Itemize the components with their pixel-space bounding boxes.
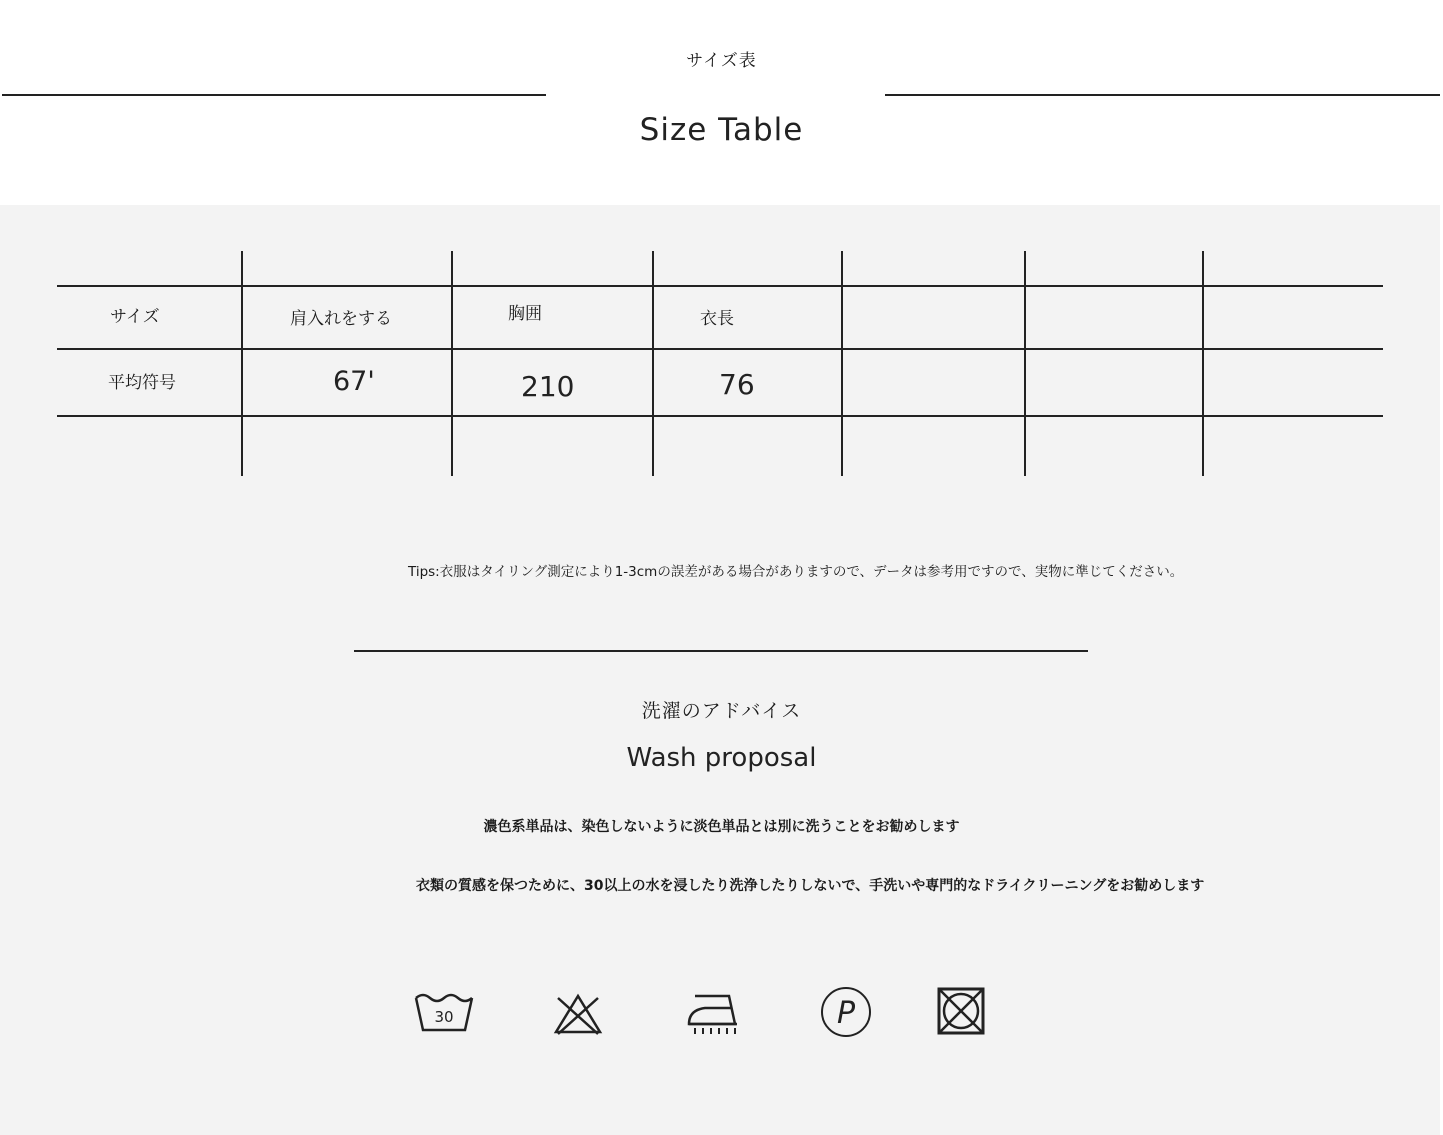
iron-steam-icon xyxy=(685,990,743,1036)
wash-advice-line-1: 濃色系単品は、染色しないように淡色単品とは別に洗うことをお勧めします xyxy=(483,819,960,835)
section-divider xyxy=(354,650,1088,652)
wash-advice-line-2: 衣類の質感を保つために、30以上の水を浸したり洗浄したりしないで、手洗いや専門的なドライクリーニングをお勧めします xyxy=(416,878,1205,894)
wash-30-icon xyxy=(413,990,475,1034)
row-label-average: 平均符号 xyxy=(108,373,176,393)
size-table-title-en: Size Table xyxy=(639,112,804,148)
header-shoulder: 肩入れをする xyxy=(290,309,392,329)
header-chest: 胸囲 xyxy=(508,304,542,324)
no-tumble-dry-icon xyxy=(936,986,986,1036)
header-size: サイズ xyxy=(110,307,160,327)
size-table-grid xyxy=(0,0,1443,500)
dry-clean-p-label: P xyxy=(836,996,856,1031)
tips-text: Tips:衣服はタイリング測定により1-3cmの誤差がある場合がありますので、データは参考用ですので、実物に準じてください。 xyxy=(408,564,1184,580)
dry-clean-p-icon xyxy=(819,985,873,1039)
value-shoulder: 67' xyxy=(333,366,375,397)
size-table xyxy=(0,0,1443,500)
value-length: 76 xyxy=(719,368,755,401)
header-length: 衣長 xyxy=(700,309,734,329)
wash-30-label: 30 xyxy=(434,1008,454,1026)
wash-title-en: Wash proposal xyxy=(626,743,817,773)
no-bleach-icon xyxy=(552,992,604,1036)
size-table-title-jp: サイズ表 xyxy=(686,51,757,71)
value-chest: 210 xyxy=(521,370,575,403)
wash-title-jp: 洗濯のアドバイス xyxy=(641,700,802,722)
